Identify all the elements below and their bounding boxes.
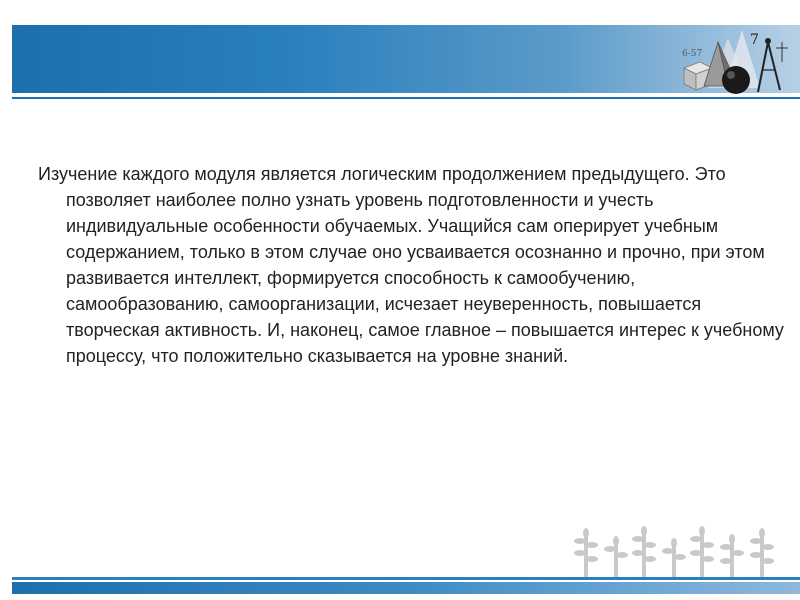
top-margin [0, 0, 800, 8]
footer-divider [12, 577, 800, 580]
slide-body-text: Изучение каждого модуля является логическим продолжением предыдущего. Это позволяет наиболее полно узнать уровень подготовленности и учесть индивидуальные особенности обучаемых. Учащийся сам оперирует учебным содержанием, только в этом случае оно усваивается осознанно и прочно, при этом развивается интеллект, формируется способность к самообучению, самообразованию, самоорганизации, исчезает неуверенность, повышается творческая активность. И, наконец, самое главное – повышается интерес к учебному процессу, что положительно сказывается на уровне знаний. [38, 164, 784, 366]
geometry-shapes-icon [678, 28, 790, 98]
header-number-7: 7 [750, 32, 759, 48]
sprouts-pattern-icon [572, 515, 792, 577]
footer-band [12, 582, 800, 594]
header-number-657: 6-57 [682, 49, 703, 59]
